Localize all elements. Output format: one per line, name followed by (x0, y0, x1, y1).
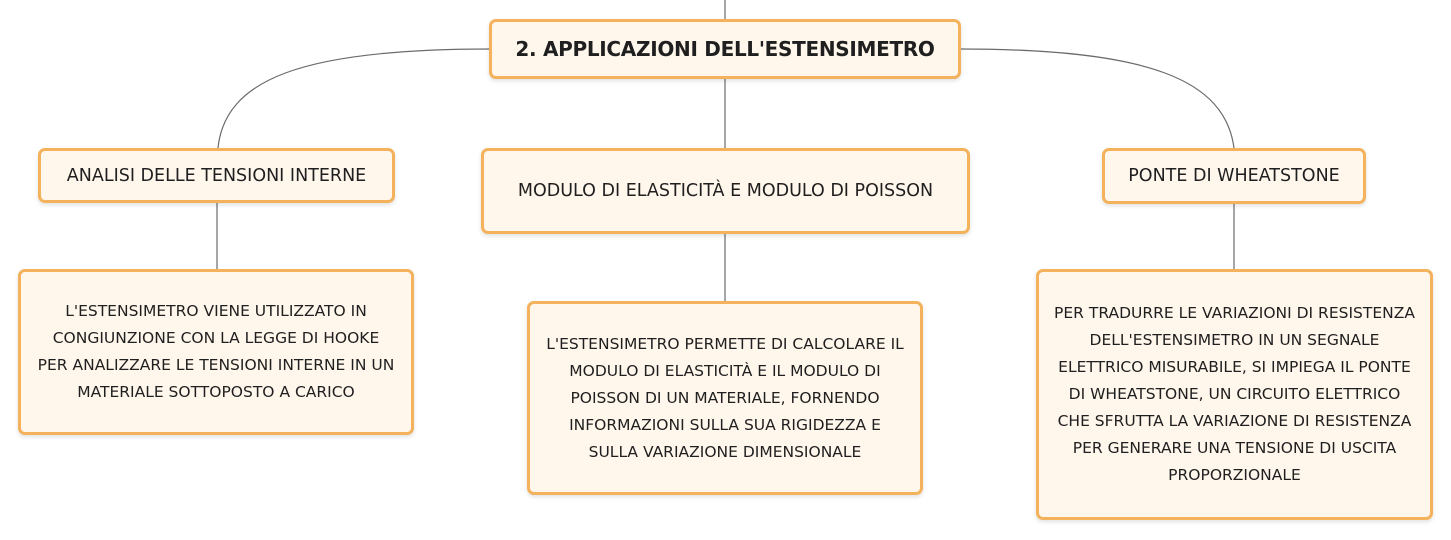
detail-line: SULLA VARIAZIONE DIMENSIONALE (588, 442, 862, 461)
branch-label: MODULO DI ELASTICITÀ E MODULO DI POISSON (517, 181, 934, 201)
detail-line: CHE SFRUTTA LA VARIAZIONE DI RESISTENZA (1057, 412, 1412, 430)
detail-line: DI WHEATSTONE, UN CIRCUITO ELETTRICO (1068, 385, 1401, 403)
branch-node-stress-analysis[interactable] (38, 148, 395, 203)
detail-line: PROPORZIONALE (1168, 466, 1301, 484)
connector-root-branch-3 (960, 49, 1234, 148)
branch-label: ANALISI DELLE TENSIONI INTERNE (66, 165, 367, 186)
detail-text (546, 331, 904, 466)
root-label: 2. APPLICAZIONI DELL'ESTENSIMETRO (515, 37, 935, 61)
detail-node-wheatstone-bridge[interactable] (1036, 269, 1433, 520)
detail-line: INFORMAZIONI SULLA SUA RIGIDEZZA E (569, 415, 881, 434)
detail-line: PER GENERARE UNA TENSIONE DI USCITA (1072, 439, 1397, 457)
detail-line: DELL'ESTENSIMETRO IN UN SEGNALE (1089, 331, 1380, 349)
detail-line: MODULO DI ELASTICITÀ E IL MODULO DI (569, 361, 881, 380)
detail-line: MATERIALE SOTTOPOSTO A CARICO (77, 383, 355, 401)
connector-root-branch-1 (218, 49, 490, 148)
branch-label: PONTE DI WHEATSTONE (1128, 166, 1340, 186)
detail-node-stress-analysis[interactable] (18, 269, 414, 435)
branch-node-wheatstone-bridge[interactable] (1102, 148, 1366, 204)
detail-line: L'ESTENSIMETRO VIENE UTILIZZATO IN (65, 302, 367, 320)
detail-line: PER ANALIZZARE LE TENSIONI INTERNE IN UN (37, 356, 395, 374)
branch-node-elastic-modulus[interactable] (481, 148, 970, 234)
detail-node-elastic-modulus[interactable] (527, 301, 923, 495)
root-node[interactable] (489, 19, 961, 79)
detail-text (38, 298, 395, 406)
detail-line: PER TRADURRE LE VARIAZIONI DI RESISTENZA (1054, 304, 1415, 322)
detail-line: L'ESTENSIMETRO PERMETTE DI CALCOLARE IL (546, 334, 904, 353)
detail-text (1054, 300, 1415, 489)
detail-line: CONGIUNZIONE CON LA LEGGE DI HOOKE (52, 329, 380, 347)
detail-line: POISSON DI UN MATERIALE, FORNENDO (570, 388, 880, 407)
detail-line: ELETTRICO MISURABILE, SI IMPIEGA IL PONTE (1058, 358, 1411, 376)
